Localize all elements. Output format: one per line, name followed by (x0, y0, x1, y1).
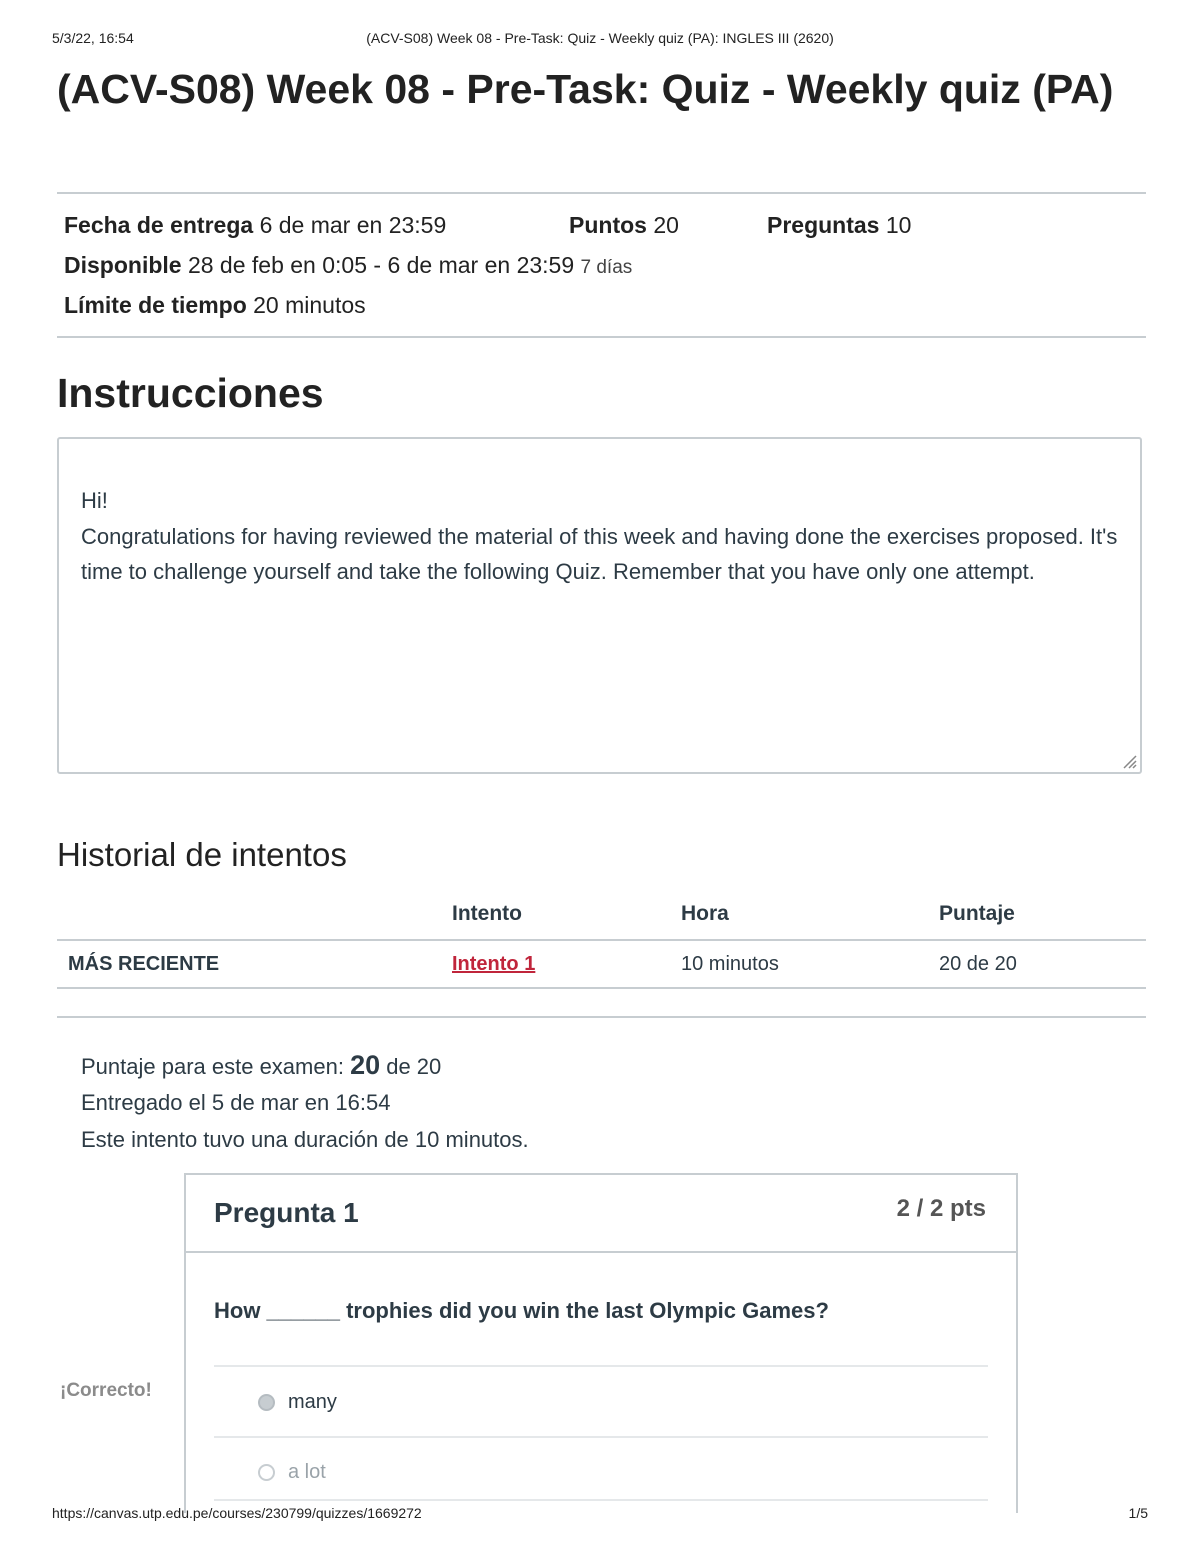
score-value: 20 (350, 1050, 381, 1080)
score-line (81, 1047, 529, 1084)
instructions-body: Congratulations for having reviewed the material of this week and having done the exercises proposed. It's time to challenge yourself and take the following Quiz. Remember that you have only one attempt. (81, 523, 1118, 584)
attempt-score: 20 de 20 (939, 940, 1146, 988)
attempt-history-heading: Historial de intentos (57, 836, 347, 873)
availability (64, 252, 632, 279)
correct-status-label: ¡Correcto! (60, 1380, 158, 1402)
question-card (184, 1173, 1018, 1513)
print-header (52, 30, 1148, 50)
answer-divider (214, 1365, 988, 1367)
attempt-link[interactable]: Intento 1 (452, 952, 536, 975)
instructions-greeting: Hi! (81, 488, 108, 513)
attempt-history-table (57, 895, 1146, 989)
divider (57, 336, 1146, 338)
divider (57, 192, 1146, 194)
questions-label: Preguntas (767, 212, 880, 238)
instructions-heading: Instrucciones (57, 370, 324, 416)
question-title: Pregunta 1 (214, 1197, 359, 1228)
answer-divider (214, 1436, 988, 1438)
result-summary (81, 1047, 529, 1158)
score-suffix: de 20 (380, 1054, 442, 1079)
points (569, 212, 679, 239)
answer-option[interactable] (258, 1391, 337, 1414)
points-value: 20 (653, 212, 679, 238)
row-label: MÁS RECIENTE (57, 940, 452, 988)
column-header-attempt: Intento (452, 895, 681, 940)
available-value: 28 de feb en 0:05 - 6 de mar en 23:59 (187, 252, 575, 278)
time-limit (64, 292, 366, 319)
available-days: 7 días (580, 257, 633, 278)
divider (57, 1016, 1146, 1018)
attempt-time: 10 minutos (681, 940, 939, 988)
print-page-number: 1/5 (1128, 1505, 1148, 1521)
table-row (57, 940, 1146, 988)
print-doc-title: (ACV-S08) Week 08 - Pre-Task: Quiz - Weekly quiz (PA): INGLES III (2620) (366, 30, 834, 46)
due-label: Fecha de entrega (64, 212, 254, 238)
question-text: How ______ trophies did you win the last Olympic Games? (214, 1298, 829, 1323)
due-value: 6 de mar en 23:59 (259, 212, 447, 238)
submitted-line: Entregado el 5 de mar en 16:54 (81, 1090, 391, 1115)
time-limit-value: 20 minutos (253, 292, 366, 318)
instructions-box (57, 437, 1142, 774)
resize-handle-icon[interactable] (1121, 753, 1137, 769)
column-header-blank (57, 895, 452, 940)
print-footer (52, 1505, 1148, 1525)
table-header-row (57, 895, 1146, 940)
question-header (186, 1175, 1016, 1253)
duration-line: Este intento tuvo una duración de 10 minutos. (81, 1127, 529, 1152)
answer-option[interactable] (258, 1461, 326, 1484)
time-limit-label: Límite de tiempo (64, 292, 247, 318)
page-title: (ACV-S08) Week 08 - Pre-Task: Quiz - Weekly quiz (PA) (57, 66, 1114, 112)
questions-value: 10 (885, 212, 912, 238)
answer-divider (214, 1499, 988, 1501)
points-label: Puntos (569, 212, 647, 238)
question-points: 2 / 2 pts (896, 1195, 986, 1222)
answer-label: a lot (288, 1461, 326, 1483)
score-prefix: Puntaje para este examen: (81, 1054, 351, 1079)
radio-selected-icon[interactable] (258, 1394, 275, 1411)
column-header-score: Puntaje (939, 895, 1146, 940)
print-date: 5/3/22, 16:54 (52, 30, 134, 46)
questions-count (767, 212, 911, 239)
answer-label: many (288, 1391, 337, 1413)
radio-empty-icon[interactable] (258, 1464, 275, 1481)
column-header-time: Hora (681, 895, 939, 940)
available-label: Disponible (64, 252, 182, 278)
due-date (64, 212, 446, 239)
print-url: https://canvas.utp.edu.pe/courses/230799/quizzes/1669272 (52, 1505, 422, 1521)
